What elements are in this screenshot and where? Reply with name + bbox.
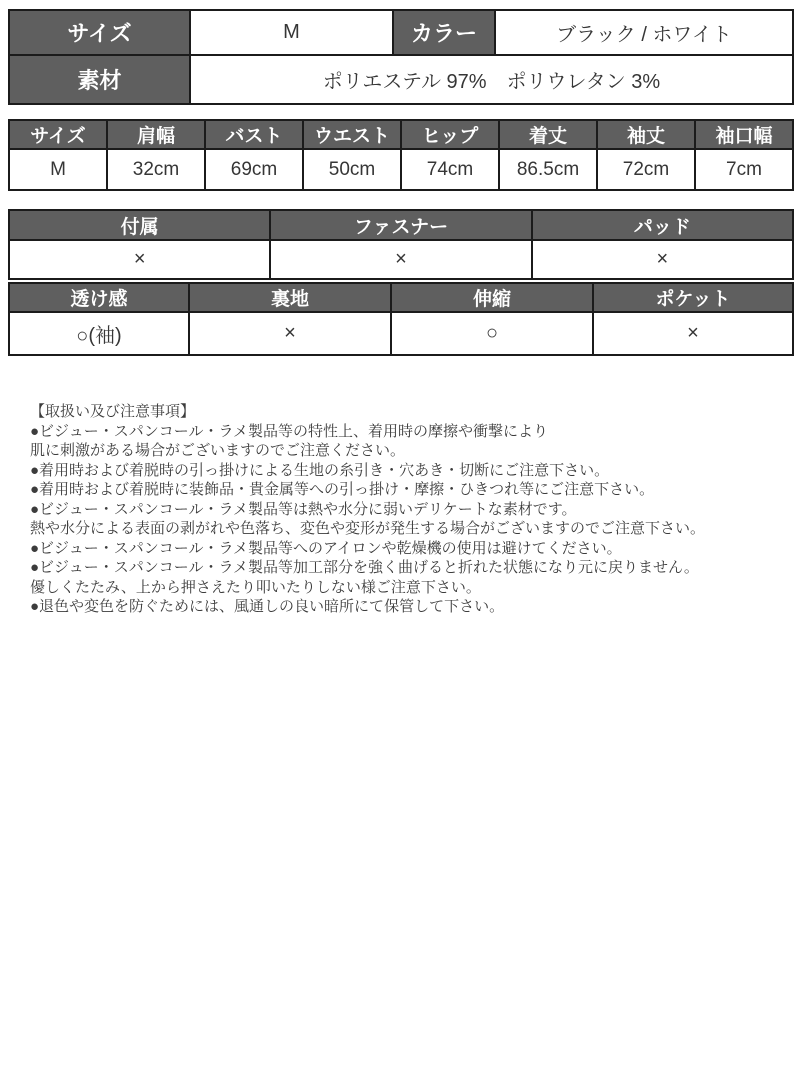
value-cell-length: 86.5cm xyxy=(499,149,597,190)
measurements-table xyxy=(8,119,794,191)
value-cell-hip: 74cm xyxy=(401,149,499,190)
value-cell-pocket: × xyxy=(593,312,793,355)
features-b-value-row xyxy=(9,312,793,355)
value-cell-accessory: × xyxy=(9,240,270,279)
material-label-cell: 素材 xyxy=(9,55,190,104)
header-cell-lining: 裏地 xyxy=(189,283,391,312)
value-cell-waist: 50cm xyxy=(303,149,401,190)
value-cell-lining: × xyxy=(189,312,391,355)
size-value-cell: M xyxy=(190,10,393,55)
features-table-b xyxy=(8,282,794,356)
header-cell-sheerness: 透け感 xyxy=(9,283,189,312)
note-line: ●着用時および着脱時に装飾品・貴金属等への引っ掛け・摩擦・ひきつれ等にご注意下さい。 xyxy=(30,481,655,498)
note-line: ●ビジュー・スパンコール・ラメ製品等は熱や水分に弱いデリケートな素材です。 xyxy=(30,500,577,518)
measurements-value-row xyxy=(9,149,793,190)
header-cell-pad: パッド xyxy=(532,210,793,240)
value-cell-sheerness: ○(袖) xyxy=(9,312,189,355)
note-line: ●ビジュー・スパンコール・ラメ製品等へのアイロンや乾燥機の使用は避けてください。 xyxy=(30,539,622,557)
features-a-value-row xyxy=(9,240,793,279)
header-cell-sleeve: 袖丈 xyxy=(597,120,695,149)
material-value-cell: ポリエステル 97% ポリウレタン 3% xyxy=(190,55,793,104)
header-cell-length: 着丈 xyxy=(499,120,597,149)
note-line: 優しくたたみ、上から押さえたり叩いたりしない様ご注意下さい。 xyxy=(30,578,481,596)
value-cell-fastener: × xyxy=(270,240,531,279)
features-table-a xyxy=(8,209,794,280)
features-b-header-row xyxy=(9,283,793,312)
header-cell-fastener: ファスナー xyxy=(270,210,531,240)
value-cell-shoulder: 32cm xyxy=(107,149,205,190)
spec-row-material xyxy=(9,55,793,104)
header-cell-hip: ヒップ xyxy=(401,120,499,149)
value-cell-stretch: ○ xyxy=(391,312,593,355)
spec-table xyxy=(8,9,794,105)
note-line: 肌に刺激がある場合がございますのでご注意ください。 xyxy=(30,442,406,459)
note-line: ●ビジュー・スパンコール・ラメ製品等加工部分を強く曲げると折れた状態になり元に戻りません。 xyxy=(30,559,699,576)
header-cell-cuff: 袖口幅 xyxy=(695,120,793,149)
note-line: ●ビジュー・スパンコール・ラメ製品等の特性上、着用時の摩擦や衝撃により xyxy=(30,422,549,440)
value-cell-size: M xyxy=(9,149,107,190)
header-cell-accessory: 付属 xyxy=(9,210,270,240)
value-cell-bust: 69cm xyxy=(205,149,303,190)
spec-row-size-color xyxy=(9,10,793,55)
care-notes-title: 【取扱い及び注意事項】 xyxy=(30,403,196,420)
header-cell-size: サイズ xyxy=(9,120,107,149)
value-cell-pad: × xyxy=(532,240,793,279)
value-cell-cuff: 7cm xyxy=(695,149,793,190)
value-cell-sleeve: 72cm xyxy=(597,149,695,190)
note-line: ●着用時および着脱時の引っ掛けによる生地の糸引き・穴あき・切断にご注意下さい。 xyxy=(30,461,610,479)
note-line: ●退色や変色を防ぐためには、風通しの良い暗所にて保管して下さい。 xyxy=(30,598,505,615)
measurements-header-row xyxy=(9,120,793,149)
header-cell-bust: バスト xyxy=(205,120,303,149)
color-value-cell: ブラック / ホワイト xyxy=(495,10,793,55)
care-notes xyxy=(30,402,790,617)
header-cell-waist: ウエスト xyxy=(303,120,401,149)
note-line: 熱や水分による表面の剥がれや色落ち、変色や変形が発生する場合がございますのでご注意下さい。 xyxy=(30,520,706,537)
header-cell-shoulder: 肩幅 xyxy=(107,120,205,149)
header-cell-pocket: ポケット xyxy=(593,283,793,312)
color-label-cell: カラー xyxy=(393,10,495,55)
features-a-header-row xyxy=(9,210,793,240)
header-cell-stretch: 伸縮 xyxy=(391,283,593,312)
size-label-cell: サイズ xyxy=(9,10,190,55)
